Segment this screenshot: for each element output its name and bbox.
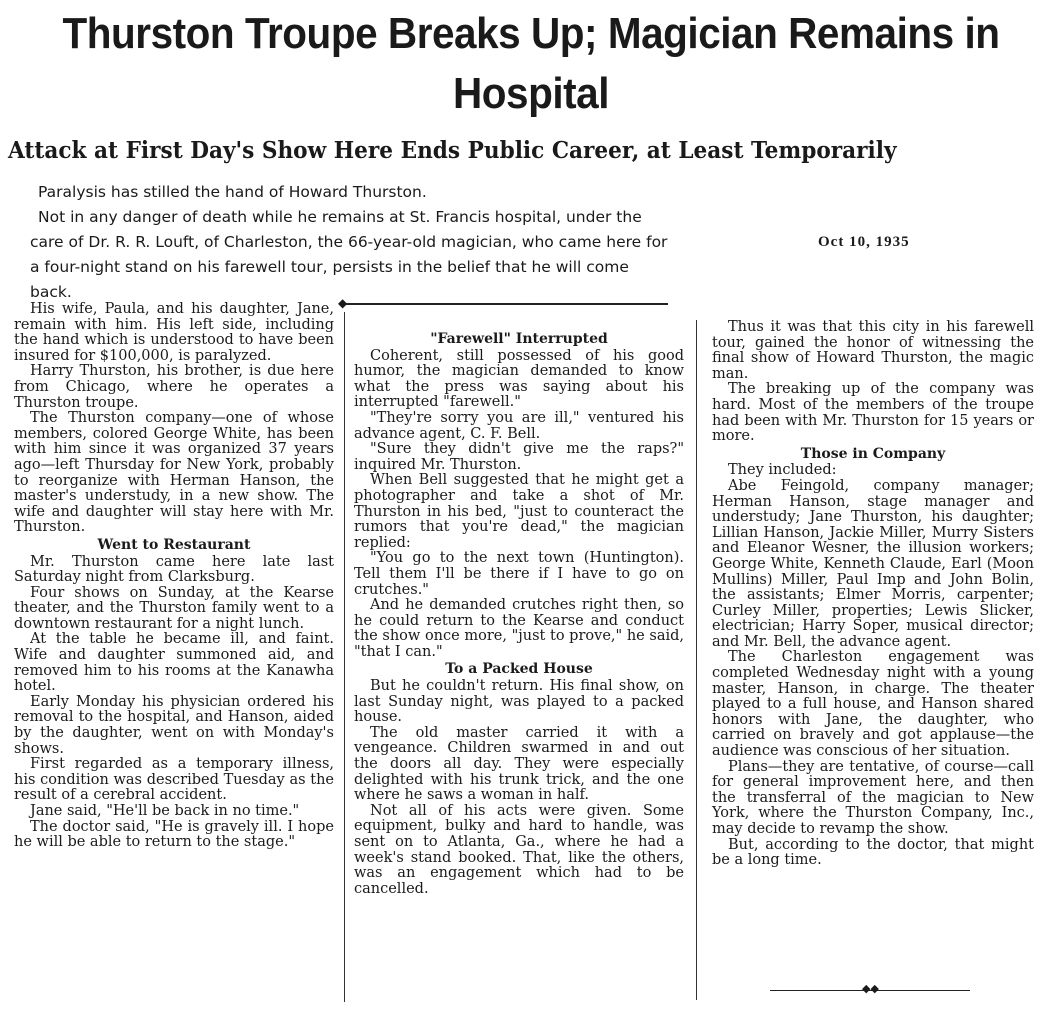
paragraph: But, according to the doctor, that might be a long time. [712,836,1034,869]
paragraph: Jane said, "He'll be back in no time." [30,803,300,819]
dateline: Oct 10, 1935 [818,234,910,250]
headline: Thurston Troupe Breaks Up; Magician Remains in Hospital [62,9,1000,118]
paragraph: Thus it was that this city in his farewell tour, gained the honor of witnessing the final show of Howard Thurston, the magic man. [712,319,1034,382]
paragraph: The Thurston company—one of whose members, colored George White, has been with him since it was organized 37 years ago—left Thursday for New York, probably to reorganize with Herman Hanson, the master's understudy, in a new show. The wife and daughter will stay here with Mr. Thurston. [14,410,334,536]
column-2 [354,330,684,897]
paragraph: The breaking up of the company was hard. Most of the members of the troupe had been with Mr. Thurston for 15 years or more. [712,381,1034,445]
paragraph: The Charleston engagement was completed Wednesday night with a young master, Hanson, in charge. The theater played to a full house, and Hanson shared honors with Jane, the daughter, who carried on bravely and got applause—the audience was conscious of her situation. [712,649,1034,760]
column-1 [14,302,334,851]
paragraph: His wife, Paula, and his daughter, Jane, remain with him. His left side, including the hand which is understood to have been insured for $100,000, is paralyzed. [14,301,334,364]
paragraph: Early Monday his physician ordered his removal to the hospital, and Hanson, aided by the daughter, went on with Monday's shows. [14,693,334,757]
section-subhead: To a Packed House [445,661,593,678]
paragraph: But he couldn't return. His final show, on last Sunday night, was played to a packed house. [354,678,684,726]
section-subhead: Went to Restaurant [97,536,251,553]
lead-paragraphs [30,180,670,305]
paragraph: When Bell suggested that he might get a photographer and take a shot of Mr. Thurston in his bed, "just to counteract the rumors that you're dead," the magician replied: [354,472,684,551]
end-ornament-icon: ◆◆ [862,982,879,995]
section-subhead: Those in Company [800,445,946,462]
paragraph: Coherent, still possessed of his good humor, the magician demanded to know what the press was saying about his interrupted "farewell." [354,347,684,411]
subheadline: Attack at First Day's Show Here Ends Public Career, at Least Temporarily [8,137,897,164]
column-divider [344,312,345,1002]
section-subhead: "Farewell" Interrupted [430,331,608,347]
paragraph: The doctor said, "He is gravely ill. I hope he will be able to return to the stage." [14,818,334,851]
paragraph: Harry Thurston, his brother, is due here from Chicago, where he operates a Thurston troupe. [14,363,334,411]
paragraph: At the table he became ill, and faint. Wife and daughter summoned aid, and removed him to his rooms at the Kanawha hotel. [14,631,334,695]
paragraph: They included: [728,462,837,479]
paragraph: Abe Feingold, company manager; Herman Hanson, stage manager and understudy; Jane Thurston, his daughter; Lillian Hanson, Jackie Miller, Murry Sisters and Eleanor Wesner, the illusion workers; George White, Kenneth Claude, Earl (Moon Mullins) Miller, Paul Imp and John Bolin, the assistants; Elmer Morris, carpenter; Curley Miller, properties; Lewis Slicker, electrician; Harry Soper, musical director; and Mr. Bell, the advance agent. [712,477,1034,650]
paragraph: And he demanded crutches right then, so he could return to the Kearse and conduct the show once more, "just to prove," he said, "that I can." [354,597,684,660]
paragraph: Four shows on Sunday, at the Kearse theater, and the Thurston family went to a downtown restaurant for a night lunch. [14,584,334,632]
column-divider [696,320,697,1000]
lead-paragraph: Not in any danger of death while he remains at St. Francis hospital, under the care of Dr. R. R. Louft, of Charleston, the 66-year-old magician, who came here for a four-night stand on his farewell tour, persists in the belief that he will come back. [30,208,668,301]
paragraph: The old master carried it with a vengeance. Children swarmed in and out the doors all day. They were especially delighted with his trunk trick, and the one where he saws a woman in half. [354,724,684,804]
paragraph: First regarded as a temporary illness, his condition was described Tuesday as the result of a cerebral accident. [14,756,334,804]
column-3 [712,320,1034,869]
paragraph: Mr. Thurston came here late last Saturday night from Clarksburg. [14,553,334,586]
paragraph: "You go to the next town (Huntington). Tell them I'll be there if I have to go on crutches." [354,550,684,598]
paragraph: "Sure they didn't give me the raps?" inquired Mr. Thurston. [354,441,684,473]
lead-paragraph: Paralysis has stilled the hand of Howard Thurston. [38,183,427,201]
paragraph: "They're sorry you are ill," ventured his advance agent, C. F. Bell. [354,409,684,442]
paragraph: Plans—they are tentative, of course—call for general improvement here, and then the transferral of the magician to New York, where the Thurston Company, Inc., may decide to revamp the show. [712,758,1034,837]
section-rule [340,303,668,305]
rule-ornament-icon: ◆ [338,296,348,310]
paragraph: Not all of his acts were given. Some equipment, bulky and hard to handle, was sent on to Atlanta, Ga., where he had a week's stand booked. That, like the others, was an engagement which had to be cancelled. [354,802,684,897]
